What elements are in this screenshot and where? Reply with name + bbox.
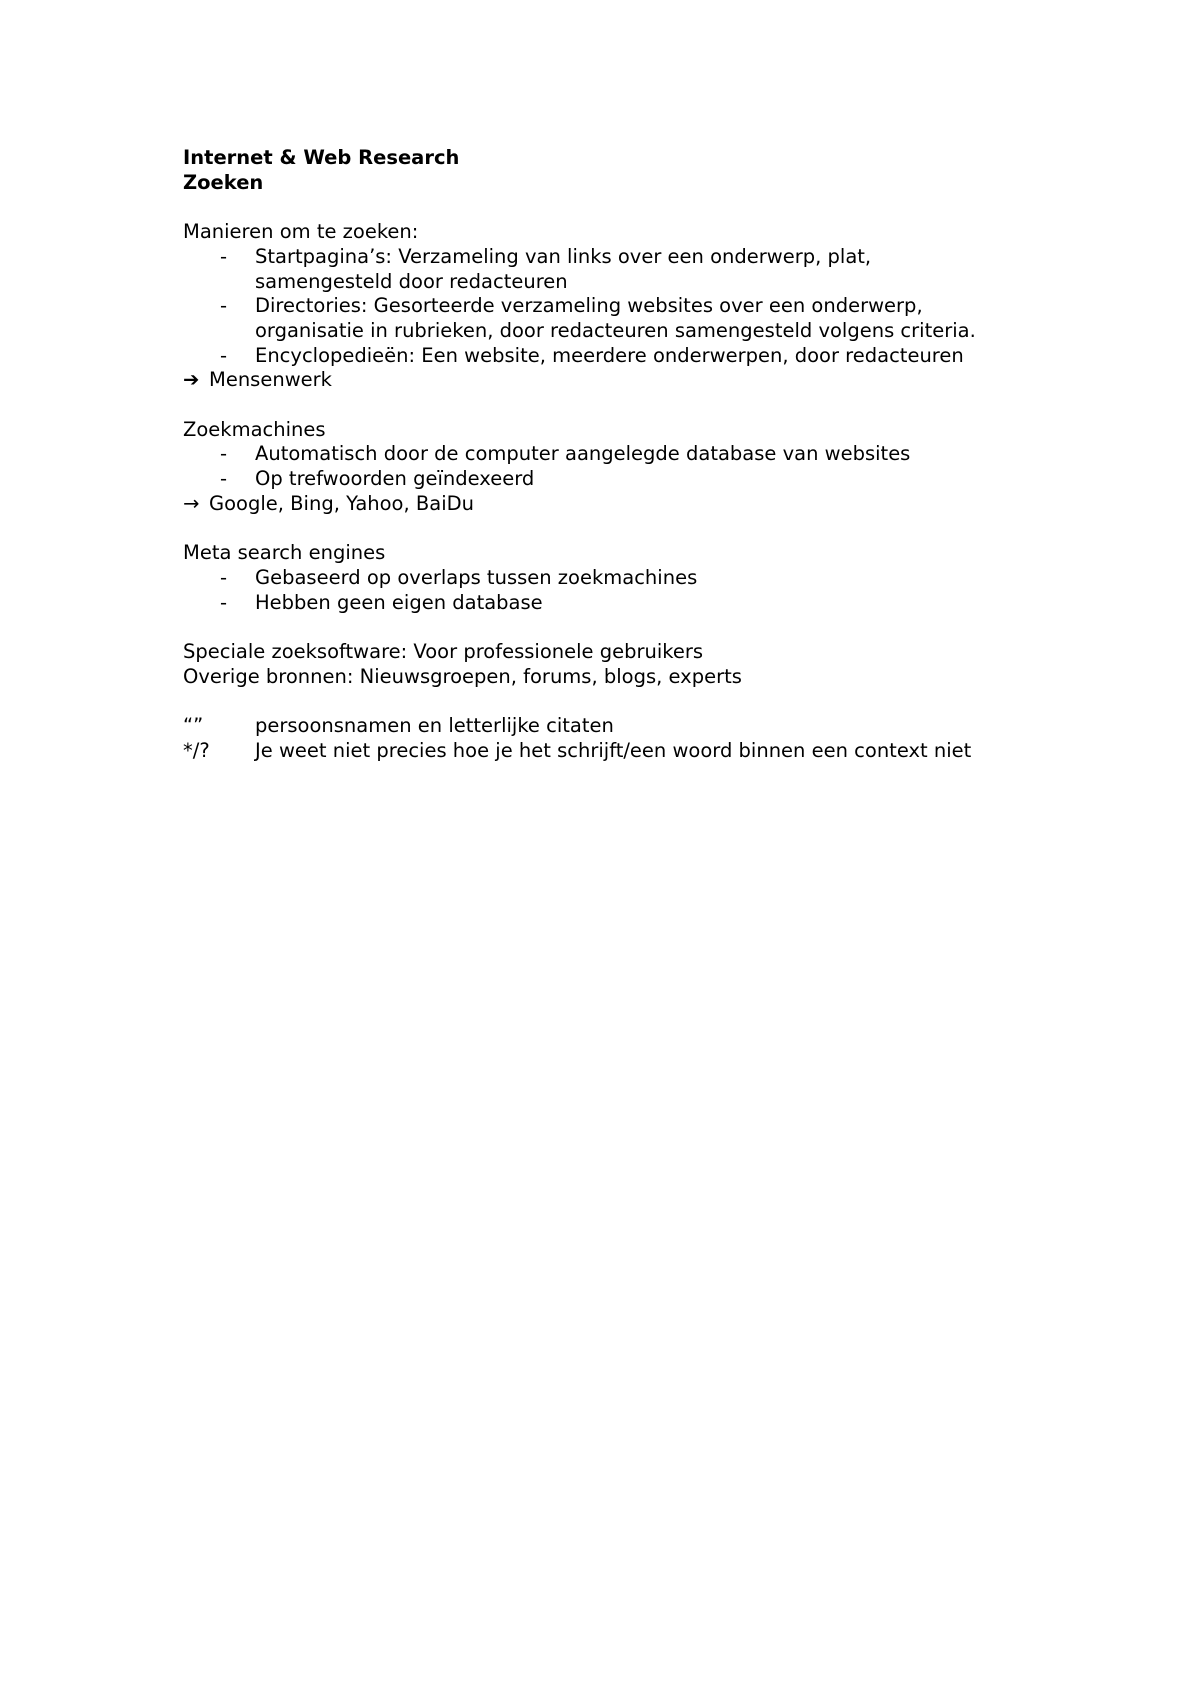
conclusion-text: Mensenwerk [209,368,332,392]
list-item [183,245,1083,294]
dash-bullet: - [220,467,228,491]
document-title: Internet & Web Research [183,146,460,169]
document-body [183,146,1083,764]
blank-line [183,195,1083,220]
list-manieren [183,245,1083,369]
operator-description: persoonsnamen en letterlijke citaten [255,714,614,738]
dash-bullet: - [220,442,228,466]
dash-bullet: - [220,343,228,367]
operator-description: Je weet niet precies hoe je het schrijft/een woord binnen een context niet [255,738,972,762]
dash-bullet: - [220,244,228,268]
list-item [183,467,1083,492]
right-arrow-icon: → [183,491,200,515]
list-item-text: Gebaseerd op overlaps tussen zoekmachines [255,565,698,589]
bold-arrow-icon: ➔ [183,368,200,392]
list-item [183,344,1083,369]
other-sources-line: Overige bronnen: Nieuwsgroepen, forums, blogs, experts [183,664,742,688]
list-item-text: Directories: Gesorteerde verzameling websites over een onderwerp, [255,294,923,318]
operator-row-quotes [183,714,1083,739]
conclusion-line-search-engines [183,492,1083,517]
list-item-text: Automatisch door de computer aangelegde database van websites [255,442,911,466]
blank-line [183,517,1083,542]
list-item [183,294,1083,343]
special-software-line: Speciale zoeksoftware: Voor professionele gebruikers [183,640,704,663]
section-heading-meta-search: Meta search engines [183,541,386,565]
conclusion-text: Google, Bing, Yahoo, BaiDu [209,491,475,515]
dash-bullet: - [220,565,228,589]
dash-bullet: - [220,294,228,318]
blank-line [183,689,1083,714]
operator-row-wildcard [183,739,1083,764]
blank-line [183,393,1083,418]
list-zoekmachines [183,442,1083,491]
list-item-text-continued: samengesteld door redacteuren [255,269,568,293]
operator-symbol: “” [183,714,204,738]
section-heading-manieren: Manieren om te zoeken: [183,220,419,244]
document-subtitle: Zoeken [183,170,264,194]
blank-line [183,615,1083,640]
list-item-text: Hebben geen eigen database [255,590,543,614]
list-meta-search [183,566,1083,615]
list-item-text: Startpagina’s: Verzameling van links over een onderwerp, plat, [255,244,872,268]
list-item [183,591,1083,616]
list-item-text: Encyclopedieën: Een website, meerdere onderwerpen, door redacteuren [255,343,964,367]
operator-symbol: */? [183,738,210,762]
list-item-text: Op trefwoorden geïndexeerd [255,467,535,491]
list-item-text-continued: organisatie in rubrieken, door redacteuren samengesteld volgens criteria. [255,318,976,342]
list-item [183,442,1083,467]
section-heading-zoekmachines: Zoekmachines [183,417,326,441]
dash-bullet: - [220,590,228,614]
list-item [183,566,1083,591]
conclusion-line-mensenwerk [183,368,1083,393]
